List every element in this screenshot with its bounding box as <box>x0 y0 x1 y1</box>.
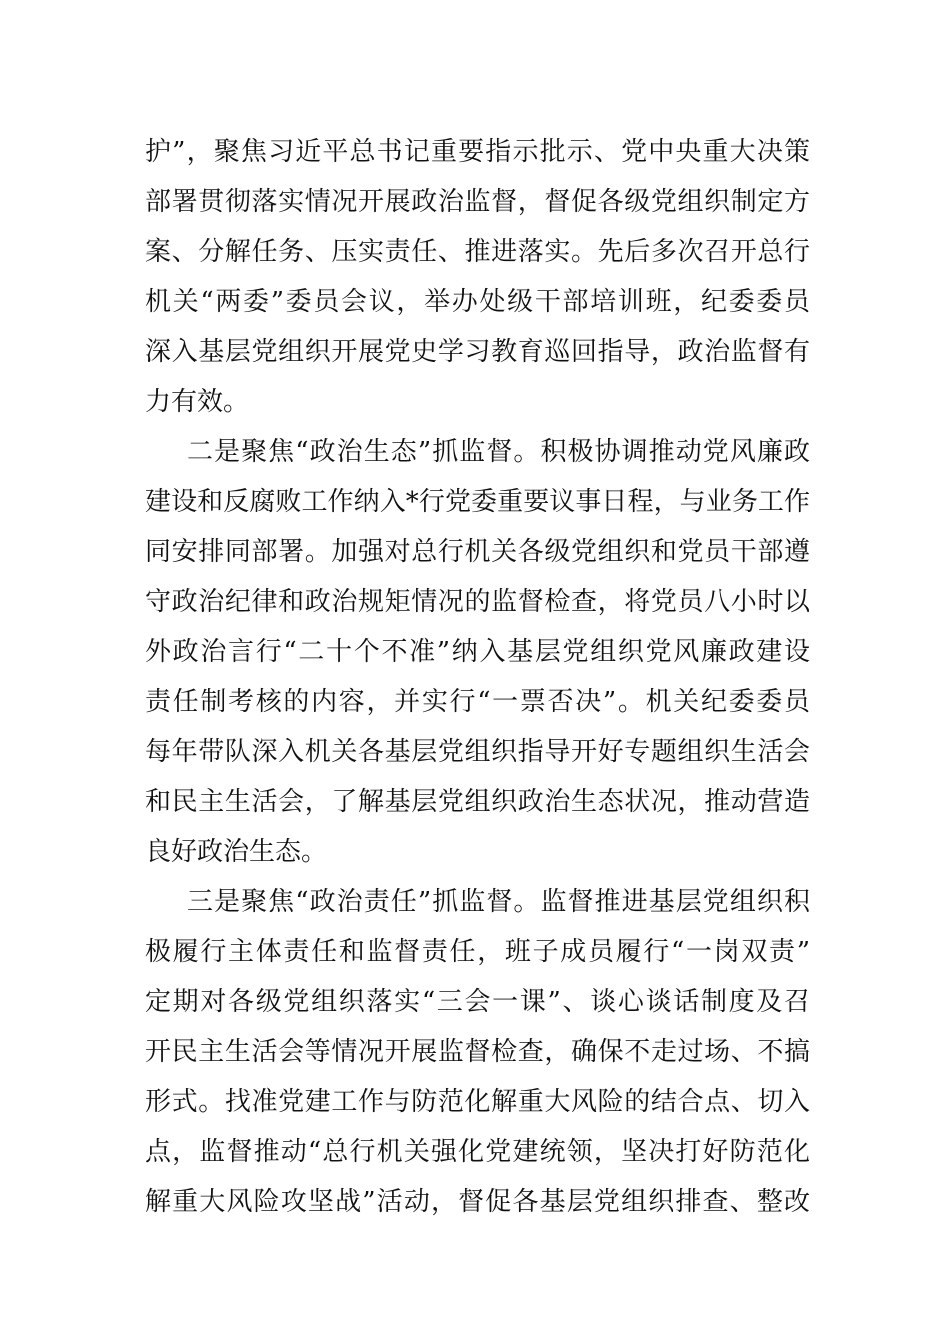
text-line: 护”，聚焦习近平总书记重要指示批示、党中央重大决策 <box>145 137 810 167</box>
text-line: 守政治纪律和政治规矩情况的监督检查，将党员八小时以 <box>145 587 810 617</box>
text-line: 良好政治生态。 <box>145 837 328 867</box>
text-line: 点，监督推动“总行机关强化党建统领，坚决打好防范化 <box>145 1137 810 1167</box>
paragraph-first-line: 三是聚焦“政治责任”抓监督。监督推进基层党组织积 <box>187 887 810 917</box>
text-line: 和民主生活会，了解基层党组织政治生态状况，推动营造 <box>145 787 810 817</box>
text-line: 部署贯彻落实情况开展政治监督，督促各级党组织制定方 <box>145 187 810 217</box>
text-line: 极履行主体责任和监督责任，班子成员履行“一岗双责” <box>145 937 810 967</box>
text-line: 定期对各级党组织落实“三会一课”、谈心谈话制度及召 <box>145 987 810 1017</box>
text-line: 形式。找准党建工作与防范化解重大风险的结合点、切入 <box>145 1087 810 1117</box>
text-line: 外政治言行“二十个不准”纳入基层党组织党风廉政建设 <box>145 637 810 667</box>
paragraph-first-line: 二是聚焦“政治生态”抓监督。积极协调推动党风廉政 <box>187 437 810 467</box>
text-line: 责任制考核的内容，并实行“一票否决”。机关纪委委员 <box>145 687 810 717</box>
text-line: 开民主生活会等情况开展监督检查，确保不走过场、不搞 <box>145 1037 810 1067</box>
text-line: 机关“两委”委员会议，举办处级干部培训班，纪委委员 <box>145 287 810 317</box>
text-line: 力有效。 <box>145 387 250 417</box>
text-line: 同安排同部署。加强对总行机关各级党组织和党员干部遵 <box>145 537 810 567</box>
text-line: 深入基层党组织开展党史学习教育巡回指导，政治监督有 <box>145 337 810 367</box>
text-line: 案、分解任务、压实责任、推进落实。先后多次召开总行 <box>145 237 810 267</box>
text-line: 每年带队深入机关各基层党组织指导开好专题组织生活会 <box>145 737 810 767</box>
text-line: 解重大风险攻坚战”活动，督促各基层党组织排查、整改 <box>145 1187 810 1217</box>
text-line: 建设和反腐败工作纳入*行党委重要议事日程，与业务工作 <box>145 487 810 517</box>
